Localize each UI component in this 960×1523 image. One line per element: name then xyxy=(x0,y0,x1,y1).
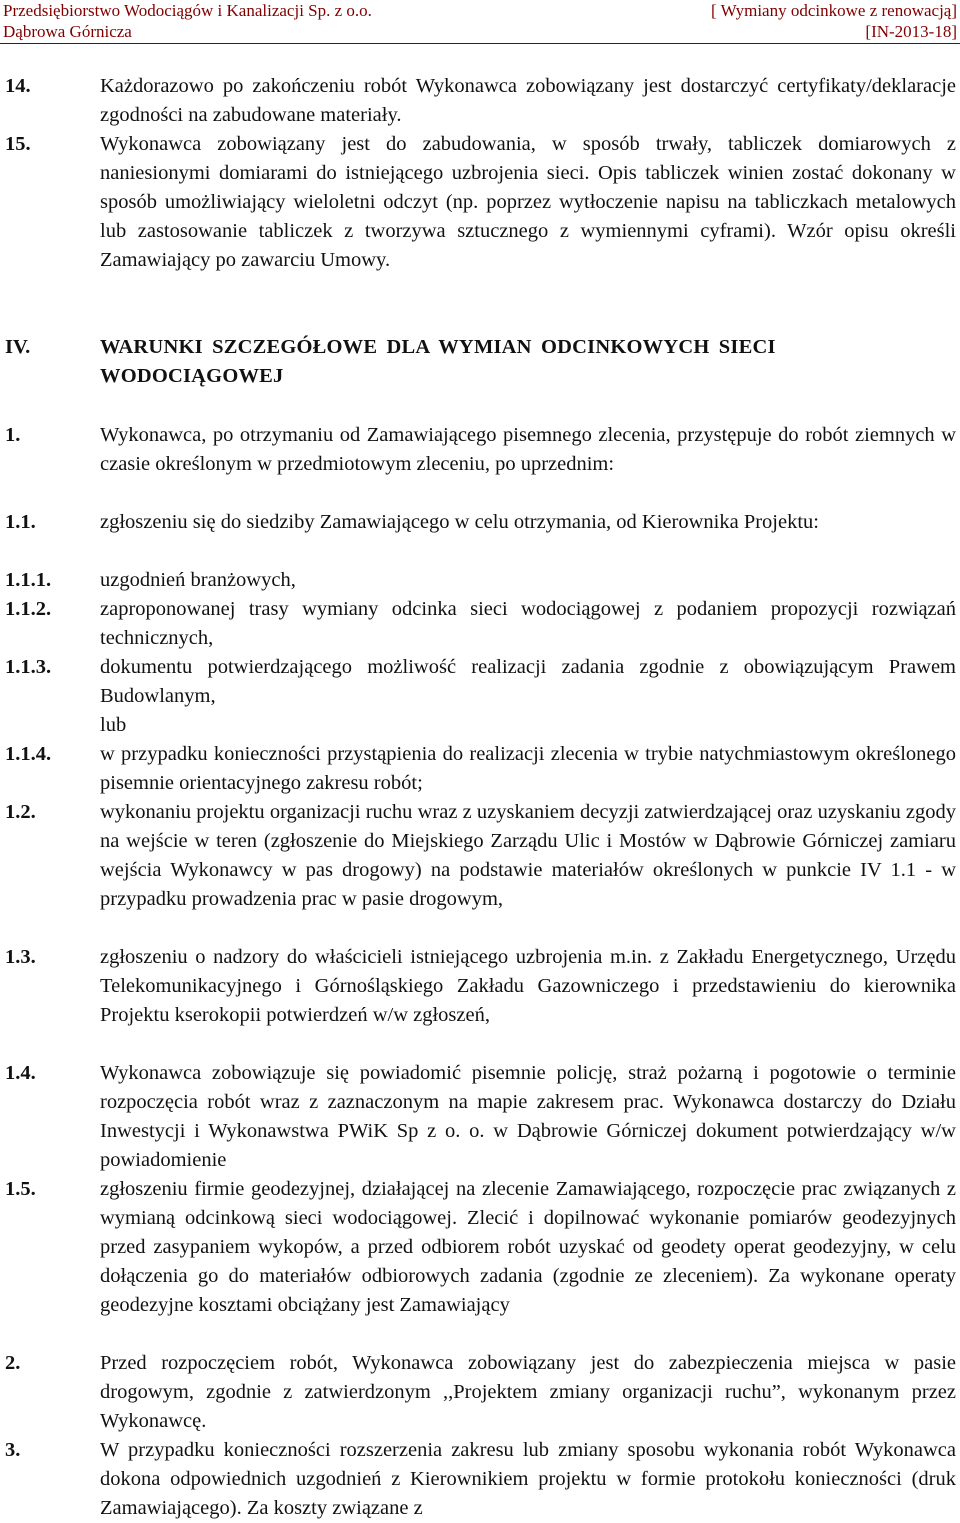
item-number: 1.1. xyxy=(5,511,36,533)
item-text: Każdorazowo po zakończeniu robót Wykonawca zobowiązany jest dostarczyć certyfikaty/deklaracje zgodności na zabudowane materiały. xyxy=(100,75,956,126)
header-divider xyxy=(0,43,960,44)
page-header xyxy=(0,0,960,42)
item-text: uzgodnień branżowych, xyxy=(100,569,296,591)
header-right xyxy=(711,0,957,42)
item-text: zgłoszeniu firmie geodezyjnej, działającej na zlecenie Zamawiającego, rozpoczęcie prac związanych z wymianą odcinkową sieci wodociągowej. Zlecić i dopilnować wykonanie pomiarów geodezyjnych przed zasypaniem wykopów, a przed odbiorem robót uzyskać od geodety operat geodezyjny, w celu dołączenia go do materiałów odbiorowych zadania (zgodnie ze zleceniem). Za wykonane operaty geodezyjne kosztami obciążany jest Zamawiający xyxy=(100,1178,956,1316)
item-text: Wykonawca zobowiązuje się powiadomić pisemnie policję, straż pożarną i pogotowie o terminie rozpoczęcia robót wraz z zaznaczonym na mapie zakresem prac. Wykonawca dostarczy do Działu Inwestycji i Wykonawstwa PWiK Sp z o. o. w Dąbrowie Górniczej dokument potwierdzający w/w powiadomienie xyxy=(100,1062,956,1171)
item-number: 1.1.2. xyxy=(5,598,52,620)
item-number: 14. xyxy=(5,75,31,97)
item-number: 1.5. xyxy=(5,1178,36,1200)
header-code: [IN-2013-18] xyxy=(865,22,957,41)
section-title: WARUNKI SZCZEGÓŁOWE DLA WYMIAN ODCINKOWYCH SIECI WODOCIĄGOWEJ xyxy=(100,336,776,387)
item-text: W przypadku konieczności rozszerzenia zakresu lub zmiany sposobu wykonania robót Wykonawca dokona odpowiednich uzgodnień z Kierownikiem projektu w formie protokołu konieczności (druk Zamawiającego). Za koszty związane z xyxy=(100,1439,956,1519)
item-number: 1.1.1. xyxy=(5,569,52,591)
item-text: lub xyxy=(100,714,127,736)
item-text: w przypadku konieczności przystąpienia do realizacji zlecenia w trybie natychmiastowym określonego pisemnie orientacyjnego zakresu robót; xyxy=(100,743,956,794)
item-number: 15. xyxy=(5,133,31,155)
item-text: zgłoszeniu o nadzory do właścicieli istniejącego uzbrojenia m.in. z Zakładu Energetycznego, Urzędu Telekomunikacyjnego i Górnośląskiego Zakładu Gazowniczego i przedstawieniu do kierownika Projektu kserokopii potwierdzeń w/w zgłoszeń, xyxy=(100,946,956,1026)
item-number: 1. xyxy=(5,424,21,446)
item-text: Przed rozpoczęciem robót, Wykonawca zobowiązany jest do zabezpieczenia miejsca w pasie drogowym, zgodnie z zatwierdzonym ,,Projektem zmiany organizacji ruchu”, wykonanym przez Wykonawcę. xyxy=(100,1352,956,1432)
item-number: 1.1.4. xyxy=(5,743,52,765)
header-company: Przedsiębiorstwo Wodociągów i Kanalizacji Sp. z o.o. xyxy=(3,1,372,20)
item-number: 2. xyxy=(5,1352,21,1374)
item-number: 1.3. xyxy=(5,946,36,968)
item-text: Wykonawca, po otrzymaniu od Zamawiającego pisemnego zlecenia, przystępuje do robót ziemnych w czasie określonym w przedmiotowym zleceniu, po uprzednim: xyxy=(100,424,956,475)
item-text: zaproponowanej trasy wymiany odcinka sieci wodociągowej z podaniem propozycji rozwiązań technicznych, xyxy=(100,598,956,649)
header-left xyxy=(3,0,372,42)
item-text: zgłoszeniu się do siedziby Zamawiającego w celu otrzymania, od Kierownika Projektu: xyxy=(100,511,819,533)
item-text: Wykonawca zobowiązany jest do zabudowania, w sposób trwały, tabliczek domiarowych z naniesionymi domiarami do istniejącego uzbrojenia sieci. Opis tabliczek winien zostać dokonany w sposób umożliwiający wieloletni odczyt (np. poprzez wytłoczenie napisu na tabliczkach metalowych lub zastosowanie tabliczek z tworzywa sztucznego z wymiennymi cyframi). Wzór opisu określi Zamawiający po zawarciu Umowy. xyxy=(100,133,956,271)
item-number: 1.1.3. xyxy=(5,656,52,678)
item-number: 1.2. xyxy=(5,801,36,823)
section-number: IV. xyxy=(5,336,31,358)
item-number: 3. xyxy=(5,1439,21,1461)
header-city: Dąbrowa Górnicza xyxy=(3,22,132,41)
header-title: [ Wymiany odcinkowe z renowacją] xyxy=(710,1,957,20)
item-text: wykonaniu projektu organizacji ruchu wraz z uzyskaniem decyzji zatwierdzającej oraz uzyskaniu zgody na wejście w teren (zgłoszenie do Miejskiego Zarządu Ulic i Mostów w Dąbrowie Górniczej zamiaru wejścia Wykonawcy w pas drogowy) na podstawie materiałów określonych w punkcie IV 1.1 - w przypadku prowadzenia prac w pasie drogowym, xyxy=(100,801,956,910)
item-number: 1.4. xyxy=(5,1062,36,1084)
item-text: dokumentu potwierdzającego możliwość realizacji zadania zgodnie z obowiązującym Prawem Budowlanym, xyxy=(100,656,956,707)
